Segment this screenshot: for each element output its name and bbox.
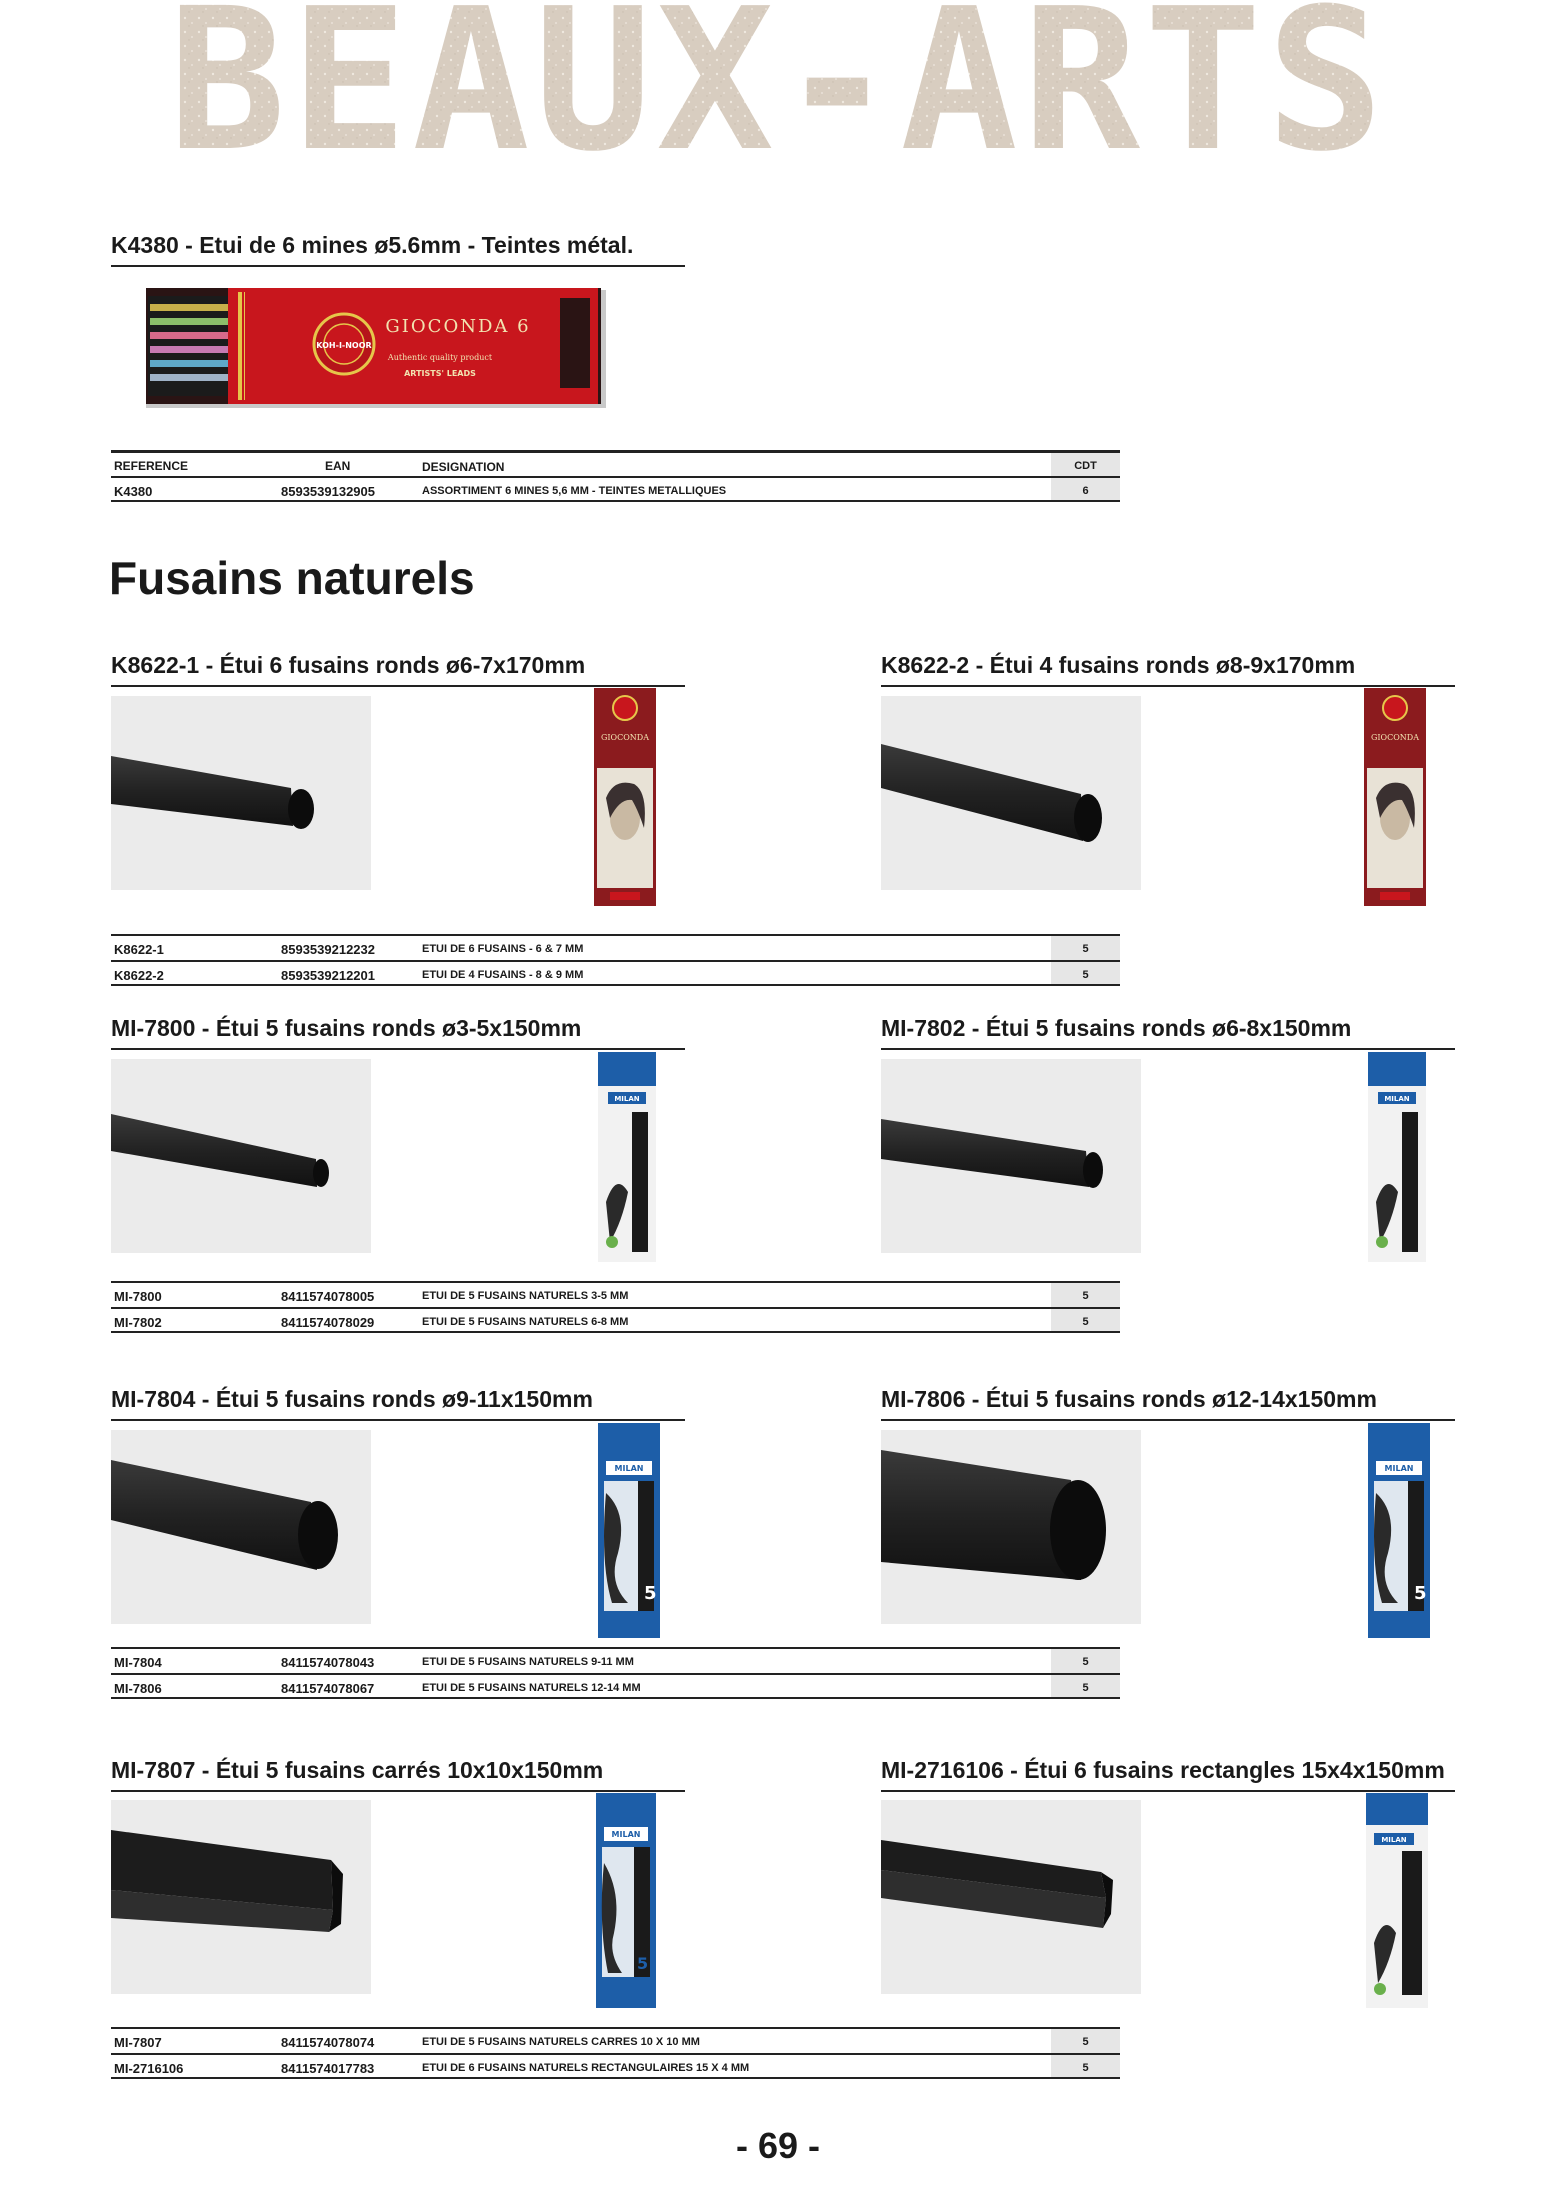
- cell-cdt: 5: [1051, 1283, 1120, 1307]
- product-package-milan: [1368, 1423, 1430, 1638]
- cell-reference: MI-7800: [114, 1289, 162, 1304]
- cell-reference: K4380: [114, 484, 153, 499]
- header-reference: REFERENCE: [114, 459, 189, 473]
- pack-brand: MILAN: [614, 1095, 640, 1103]
- cell-cdt: 5: [1051, 1675, 1120, 1697]
- pack-brand: MILAN: [614, 1464, 644, 1473]
- pack-brand: GIOCONDA: [601, 733, 649, 742]
- svg-text:5: 5: [637, 1954, 649, 1973]
- cell-designation: ASSORTIMENT 6 MINES 5,6 MM - TEINTES METALLIQUES: [422, 485, 727, 497]
- cell-designation: ETUI DE 4 FUSAINS - 8 & 9 MM: [422, 969, 584, 981]
- cell-designation: ETUI DE 6 FUSAINS NATURELS RECTANGULAIRES 15 X 4 MM: [422, 2062, 750, 2074]
- product-title-k4380: K4380 - Etui de 6 mines ø5.6mm - Teintes métal.: [111, 232, 685, 267]
- svg-text:5: 5: [644, 1583, 657, 1604]
- product-table-mi-7800: [111, 1281, 1120, 1333]
- cell-cdt: 5: [1051, 962, 1120, 984]
- cell-designation: ETUI DE 5 FUSAINS NATURELS CARRES 10 X 10 MM: [422, 2036, 700, 2048]
- cell-ean: 8593539132905: [281, 484, 375, 499]
- product-title-k8622-1: K8622-1 - Étui 6 fusains ronds ø6-7x170mm: [111, 652, 685, 687]
- cell-cdt: 5: [1051, 1309, 1120, 1331]
- pack-brand: GIOCONDA: [1371, 733, 1419, 742]
- pack-brand: MILAN: [611, 1830, 641, 1839]
- table-row: [111, 960, 1120, 986]
- cell-designation: ETUI DE 5 FUSAINS NATURELS 9-11 MM: [422, 1656, 634, 1668]
- brand-seal-label: KOH-I-NOOR: [316, 341, 372, 350]
- product-table-k8622: [111, 934, 1120, 986]
- product-title-mi-7804: MI-7804 - Étui 5 fusains ronds ø9-11x150mm: [111, 1386, 685, 1421]
- cell-reference: MI-7807: [114, 2035, 162, 2050]
- product-package-milan: [1368, 1052, 1426, 1262]
- cell-reference: K8622-2: [114, 968, 164, 983]
- product-photo-charcoal: [111, 1800, 371, 1994]
- table-row: [111, 1673, 1120, 1699]
- banner-graphic: [0, 0, 1556, 175]
- cell-reference: MI-2716106: [114, 2061, 184, 2076]
- product-title-k8622-2: K8622-2 - Étui 4 fusains ronds ø8-9x170mm: [881, 652, 1455, 687]
- product-photo-charcoal: [881, 1059, 1141, 1253]
- cell-cdt: 5: [1051, 2029, 1120, 2053]
- table-row: [111, 1307, 1120, 1333]
- table-row: [111, 2027, 1120, 2053]
- product-package-milan: [596, 1793, 656, 2008]
- cell-cdt: 6: [1051, 478, 1120, 500]
- cell-cdt: 5: [1051, 2055, 1120, 2077]
- product-title-mi-7802: MI-7802 - Étui 5 fusains ronds ø6-8x150mm: [881, 1015, 1455, 1050]
- product-package-milan: [1366, 1793, 1428, 2008]
- cell-designation: ETUI DE 5 FUSAINS NATURELS 12-14 MM: [422, 1682, 641, 1694]
- product-title-mi-2716106: MI-2716106 - Étui 6 fusains rectangles 15x4x150mm: [881, 1757, 1455, 1792]
- product-package-gioconda: [1364, 688, 1426, 906]
- cell-reference: MI-7802: [114, 1315, 162, 1330]
- header-cdt: CDT: [1051, 453, 1120, 476]
- header-ean: EAN: [325, 459, 351, 473]
- product-package-milan: [598, 1052, 656, 1262]
- product-photo-charcoal: [111, 1059, 371, 1253]
- product-photo-charcoal: [111, 1430, 371, 1624]
- product-photo-charcoal: [111, 696, 371, 890]
- product-title-mi-7807: MI-7807 - Étui 5 fusains carrés 10x10x150mm: [111, 1757, 685, 1792]
- brand-subline-label: ARTISTS' LEADS: [404, 369, 476, 378]
- table-header-row: [111, 450, 1120, 476]
- product-title-mi-7800: MI-7800 - Étui 5 fusains ronds ø3-5x150mm: [111, 1015, 685, 1050]
- banner-title: BEAUX-ARTS: [167, 0, 1389, 175]
- cell-ean: 8411574078043: [281, 1655, 375, 1670]
- cell-designation: ETUI DE 5 FUSAINS NATURELS 6-8 MM: [422, 1316, 629, 1328]
- cell-cdt: 5: [1051, 936, 1120, 960]
- brand-name-label: GIOCONDA 6: [385, 316, 531, 337]
- cell-ean: 8411574078074: [281, 2035, 375, 2050]
- cell-ean: 8411574017783: [281, 2061, 375, 2076]
- table-row: [111, 934, 1120, 960]
- cell-designation: ETUI DE 5 FUSAINS NATURELS 3-5 MM: [422, 1290, 629, 1302]
- cell-ean: 8593539212201: [281, 968, 375, 983]
- cell-ean: 8411574078005: [281, 1289, 375, 1304]
- product-table-mi-7804: [111, 1647, 1120, 1699]
- product-package-gioconda: [594, 688, 656, 906]
- product-table-mi-7807: [111, 2027, 1120, 2079]
- section-title: Fusains naturels: [109, 552, 475, 604]
- cell-ean: 8593539212232: [281, 942, 375, 957]
- product-package-milan: [598, 1423, 660, 1638]
- product-title-mi-7806: MI-7806 - Étui 5 fusains ronds ø12-14x150mm: [881, 1386, 1455, 1421]
- cell-cdt: 5: [1051, 1649, 1120, 1673]
- table-row: [111, 2053, 1120, 2079]
- pack-brand: MILAN: [1381, 1836, 1407, 1844]
- page-number: - 69 -: [735, 2125, 821, 2166]
- table-row: [111, 1281, 1120, 1307]
- product-photo-charcoal: [881, 696, 1141, 890]
- cell-reference: MI-7804: [114, 1655, 162, 1670]
- product-table-k4380: [111, 450, 1120, 502]
- svg-text:5: 5: [1414, 1583, 1427, 1604]
- table-row: [111, 476, 1120, 502]
- cell-ean: 8411574078029: [281, 1315, 375, 1330]
- cell-ean: 8411574078067: [281, 1681, 375, 1696]
- cell-reference: K8622-1: [114, 942, 164, 957]
- header-designation: DESIGNATION: [422, 460, 505, 474]
- product-photo-charcoal: [881, 1430, 1141, 1624]
- pack-brand: MILAN: [1384, 1464, 1414, 1473]
- table-row: [111, 1647, 1120, 1673]
- product-photo-charcoal: [881, 1800, 1141, 1994]
- cell-designation: ETUI DE 6 FUSAINS - 6 & 7 MM: [422, 943, 584, 955]
- brand-tagline-label: Authentic quality product: [387, 353, 493, 362]
- page-banner: [0, 0, 1556, 175]
- cell-reference: MI-7806: [114, 1681, 162, 1696]
- product-image-k4380: [140, 282, 610, 414]
- pack-brand: MILAN: [1384, 1095, 1410, 1103]
